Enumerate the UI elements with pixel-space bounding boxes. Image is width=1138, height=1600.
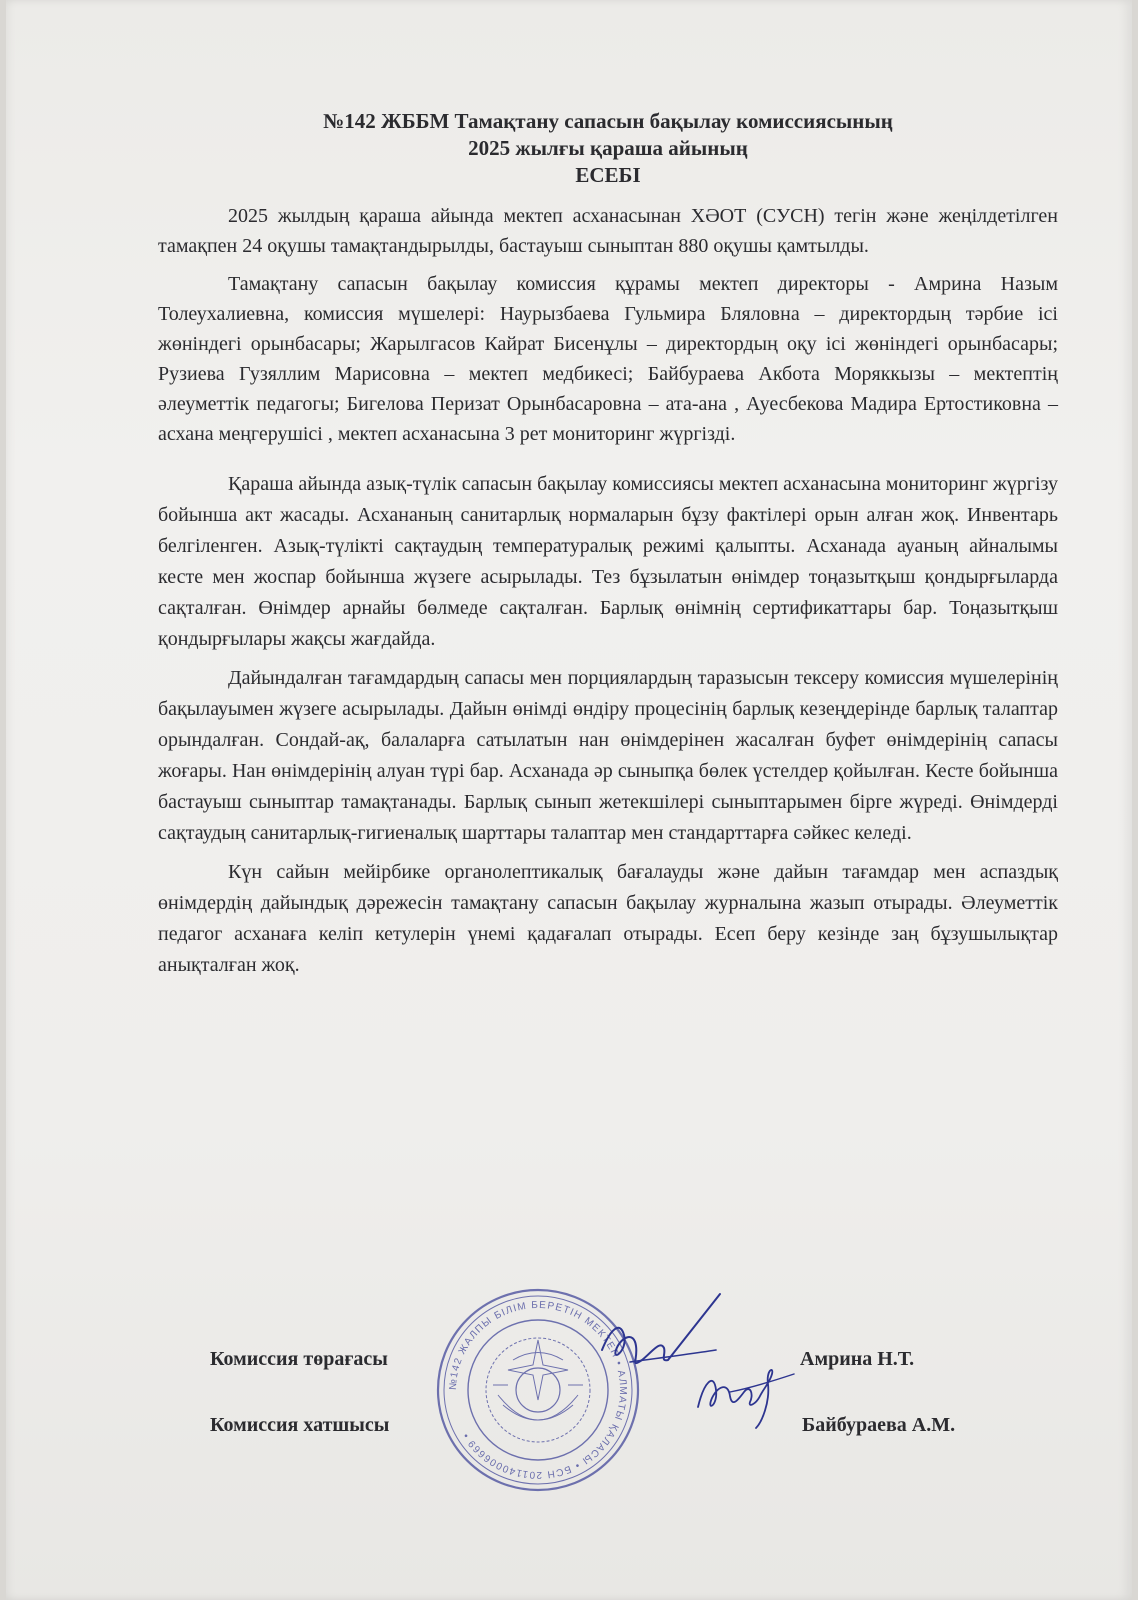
title-line-2: 2025 жылғы қараша айының <box>468 136 748 160</box>
paragraph-4: Дайындалған тағамдардың сапасы мен порциялардың таразысын тексеру комиссия мүшелерінің бақылауымен жүзеге асырылады. Дайын өнімді өндіру процесінің барлық кезеңдерінде барлық талаптар орындалған. Сондай-ақ, балаларға сатылатын нан өнімдерінен жасалған буфет өнімдерінің сапасы жоғары. Нан өнімдерінің алуан түрі бар. Асханада әр сыныпқа бөлек үстелдер қойылған. Кесте бойынша бастауыш сыныптар тамақтанады. Барлық сынып жетекшілері сыныптарымен бірге жүреді. Өнімдерді сақтаудың санитарлық-гигиеналық шарттары талаптар мен стандарттарға сәйкес келеді. <box>158 667 1058 844</box>
paragraph-2: Тамақтану сапасын бақылау комиссия құрамы мектеп директоры - Амрина Назым Толеухалиевна, комиссия мүшелері: Наурызбаева Гульмира Бляловна – директордың тәрбие ісі жөніндегі орынбасары; Жарылгасов Кайрат Бисенұлы – директордың оқу ісі жөніндегі орынбасары; Рузиева Гузяллим Марисовна – мектеп медбикесі; Байбураева Акбота Моряккызы – мектептің әлеуметтік педагогы; Бигелова Перизат Орынбасаровна – ата-ана , Ауесбекова Мадира Ертостиковна – асхана меңгерушісі , мектеп асханасына 3 рет мониторинг жүргізді. <box>158 273 1058 445</box>
paragraph-3: Қараша айында азық-түлік сапасын бақылау комиссиясы мектеп асханасына мониторинг жүргізу бойынша акт жасады. Асхананың санитарлық нормаларын бұзу фактілері орын алған жоқ. Инвентарь белгіленген. Азық-түлікті сақтаудың температуралық режимі қалыпты. Асханада ауаның айналымы кесте мен жоспар бойынша жүзеге асырылады. Тез бұзылатын өнімдер тоңазытқыш қондырғыларда сақталған. Өнімдер арнайы бөлмеде сақталған. Барлық өнімнің сертификаттары бар. Тоңазытқыш қондырғылары жақсы жағдайда. <box>158 473 1058 650</box>
secretary-name: Байбураева А.М. <box>802 1414 956 1436</box>
stamp-text: №142 ЖАЛПЫ БІЛІМ БЕРЕТІН МЕКТЕП • АЛМАТЫ ҚАЛАСЫ • БСН 201140006669 • <box>447 1299 629 1481</box>
chair-signature-row <box>210 1348 1010 1404</box>
secretary-signature-row <box>210 1404 1010 1460</box>
title-line-3: ЕСЕБІ <box>575 163 641 187</box>
title-line-1: №142 ЖББМ Тамақтану сапасын бақылау комиссиясының <box>323 109 893 133</box>
chair-name: Амрина Н.Т. <box>800 1348 915 1370</box>
report-title <box>158 108 1058 189</box>
paragraph-1: 2025 жылдың қараша айында мектеп асханасынан ХӘОТ (СУСН) тегін және жеңілдетілген тамақпен 24 оқушы тамақтандырылды, бастауыш сыныптан 880 оқушы қамтылды. <box>158 205 1058 257</box>
report-body <box>158 108 1058 989</box>
signature-block <box>210 1348 1010 1460</box>
paragraph-5: Күн сайын мейірбике органолептикалық бағалауды және дайын тағамдар мен аспаздық өнімдердің дайындық дәрежесін тамақтану сапасын бақылау журналына жазып отырады. Әлеуметтік педагог асханаға келіп кетулерін үнемі қадағалап отырады. Есеп беру кезінде заң бұзушылықтар анықталған жоқ. <box>158 861 1058 976</box>
chair-role: Комиссия төрағасы <box>210 1348 388 1370</box>
secretary-role: Комиссия хатшысы <box>210 1414 390 1436</box>
